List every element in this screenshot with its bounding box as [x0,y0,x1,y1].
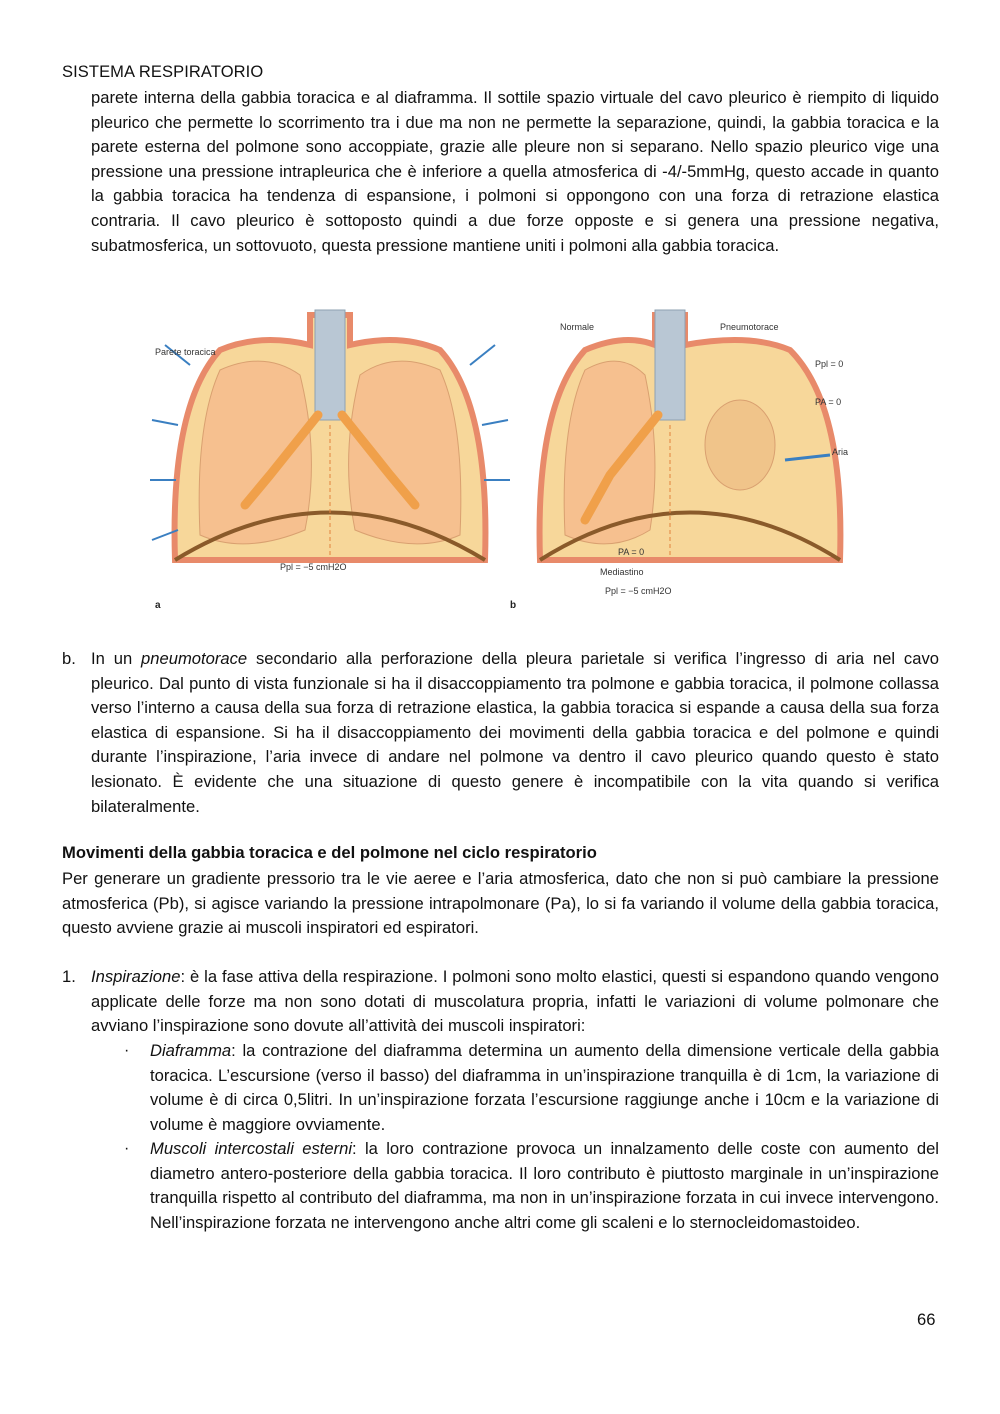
term-intercostali: Muscoli intercostali esterni [150,1139,353,1158]
bullet-diaframma [124,1039,939,1137]
label-parete-toracica: Parete toracica [155,347,216,357]
list-marker: 1. [62,967,76,986]
label-pa-0-right: PA = 0 [815,397,842,407]
label-mediastino: Mediastino [600,567,644,577]
section-heading: Movimenti della gabbia toracica e del polmone nel ciclo respiratorio [62,843,597,862]
pneumothorax-paragraph [91,647,939,819]
label-aria: Aria [832,447,849,457]
bullet-marker: · [124,1140,130,1157]
bullet-marker: · [124,1042,130,1059]
bullet-text [150,1137,939,1235]
bullet-text [150,1039,939,1137]
intro-paragraph: parete interna della gabbia toracica e al diaframma. Il sottile spazio virtuale del cavo pleurico è riempito di liquido pleurico che permette lo scorrimento tra i due ma non ne permette la separazione, quindi, la gabbia toracica e la parete esterna del polmone sono accoppiate, grazie alle pleure non si separano. Nello spazio pleurico vige una pressione una pressione intrapleurica che è inferiore a quella atmosferica di -4/-5mmHg, questo accade in quanto la gabbia toracica ha tendenza di espansione, i polmoni si oppongono con una forza di retrazione elastica contraria. Il cavo pleurico è sottoposto quindi a due forze opposte e si genera una pressione negativa, subatmosferica, un sottovuoto, questa pressione mantiene uniti i polmoni alla gabbia toracica. [91,88,939,255]
label-ppl-5-b: Ppl = −5 cmH2O [605,586,672,596]
label-normale: Normale [560,322,595,332]
label-ppl-0: Ppl = 0 [815,359,844,369]
section-paragraph: Per generare un gradiente pressorio tra le vie aeree e l’aria atmosferica, dato che non si può cambiare la pressione atmosferica (Pb), si agisce variando la pressione intrapolmonare (Pa), lo si fa variando il volume della gabbia toracica, questo avviene grazie ai muscoli inspiratori ed espiratori. [62,869,939,938]
text-segment: : è la fase attiva della respirazione. I polmoni sono molto elastici, questi si espandono quando vengono applicate delle forze ma non sono dotati di muscolatura propria, infatti le variazioni di volume polmonare che avviano l’inspirazione sono dovute all’attività dei muscoli inspiratori: [91,967,939,1036]
label-pneumotorace: Pneumotorace [720,322,779,332]
text-segment: In un [91,649,142,668]
term-diaframma: Diaframma [150,1041,232,1060]
lung-diagram-svg [150,305,875,620]
term-inspirazione: Inspirazione [91,967,181,986]
panel-b [540,310,844,560]
label-pa-0-left: PA = 0 [618,547,645,557]
panel-b-letter: b [510,600,517,611]
panel-a-letter: a [155,600,161,611]
term-pneumotorace: pneumotorace [141,649,248,668]
page-number: 66 [917,1310,936,1329]
text-segment: : la loro contrazione provoca un innalzamento delle coste con aumento del diametro antero-posteriore della gabbia toracica. Il loro contributo è piuttosto marginale in un’inspirazione tranquilla rispetto al contributo del diaframma, ma non in un’inspirazione forzata in cui invece intervengono. Nell’inspirazione forzata ne intervengono anche altri come gli scaleni e lo sternocleidomastoideo. [150,1139,939,1232]
inspiration-paragraph [91,965,939,1039]
text-segment: : la contrazione del diaframma determina un aumento della dimensione verticale della gabbia toracica. L’escursione (verso il basso) del diaframma in un’inspirazione tranquilla è di 1cm, la variazione di volume è di circa 0,5litri. In un’inspirazione forzata l’escursione raggiunge anche i 10cm e la variazione di volume è maggiore ovviamente. [150,1041,939,1134]
pleural-pressure-figure [150,305,875,620]
running-header: SISTEMA RESPIRATORIO [62,63,264,81]
bullet-intercostali [124,1137,939,1235]
text-segment: secondario alla perforazione della pleura parietale si verifica l’ingresso di aria nel cavo pleurico. Dal punto di vista funzionale si ha il disaccoppiamento tra polmone e gabbia toracica, il polmone collassa verso l’interno a causa della sua forza di retrazione elastica, la gabbia toracica si espande a causa della sua forza elastica di espansione. Si ha il disaccoppiamento dei movimenti della gabbia toracica e del polmone e quindi durante l’inspirazione, l’aria invece di andare nel polmone va dentro il cavo pleurico quando questo è stato lesionato. È evidente che una situazione di questo genere è incompatibile con la vita quando si verifica bilateralmente. [91,649,939,816]
label-ppl-a: Ppl = −5 cmH2O [280,562,347,572]
list-marker: b. [62,649,76,668]
